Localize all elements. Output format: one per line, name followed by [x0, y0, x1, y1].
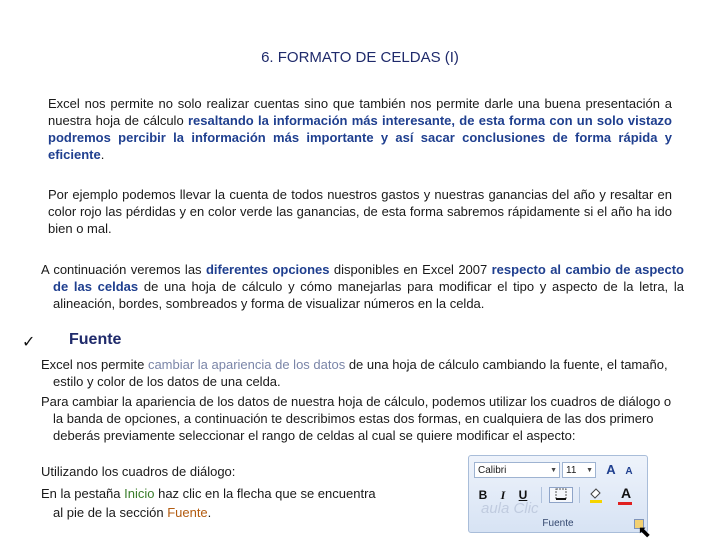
font-name-select[interactable]	[474, 462, 560, 478]
ribbon-separator	[541, 487, 542, 503]
fuente-p1-text-b: de una hoja de cálculo cambiando la fuente, el tamaño, estilo y color de los datos de una celda.	[53, 357, 668, 389]
watermark: aula Clic	[481, 500, 539, 517]
chevron-down-icon: ▼	[550, 467, 557, 474]
bold-button[interactable]: B	[478, 488, 488, 502]
intro-paragraph-1	[48, 95, 672, 163]
shrink-font-button[interactable]: A	[625, 466, 633, 477]
underline-button[interactable]: U	[518, 488, 528, 502]
fill-color-button[interactable]	[585, 487, 607, 503]
fuente-p4-text-a: En la pestaña	[41, 486, 125, 501]
grow-font-button[interactable]: A	[606, 462, 616, 477]
fuente-paragraph-3: Utilizando los cuadros de diálogo:	[41, 464, 236, 479]
fuente-p5-text-a: al pie de la sección	[53, 505, 168, 520]
intro-p3-text-c: de una hoja de cálculo y cómo manejarlas para modificar el tipo y aspecto de la letra, la alineación, bordes, sombreados y forma de visualizar números en la celda.	[53, 279, 684, 311]
font-size-value: 11	[566, 465, 577, 476]
intro-paragraph-3	[41, 261, 684, 312]
intro-p1-text: Excel nos permite no solo realizar cuentas sino que también nos permite darle una buena presentación a nuestra hoja de cálculo	[48, 96, 672, 128]
page-title: 6. FORMATO DE CELDAS (I)	[261, 49, 459, 66]
font-color-swatch	[618, 502, 632, 505]
fuente-paragraph-5	[53, 504, 453, 521]
intro-p3-highlight-aspect: respecto al cambio de aspecto de las celdas	[53, 262, 684, 294]
borders-button[interactable]	[549, 487, 573, 503]
font-color-letter: A	[620, 485, 632, 501]
checkmark-icon: ✓	[22, 334, 36, 351]
italic-button[interactable]: I	[500, 488, 506, 502]
ribbon-font-group	[468, 455, 651, 541]
fuente-paragraph-1	[41, 356, 681, 390]
section-heading-fuente: Fuente	[69, 331, 122, 348]
intro-p3-text-b: disponibles en Excel 2007	[329, 262, 492, 277]
chevron-down-icon: ▼	[586, 467, 593, 474]
fuente-p1-text-a: Excel nos permite	[41, 357, 148, 372]
fuente-p5-text-b: .	[207, 505, 212, 520]
fuente-paragraph-2: Para cambiar la apariencia de los datos de nuestra hoja de cálculo, podemos utilizar los cuadros de diálogo o la banda de opciones, a continuación te describimos estas dos formas, en cualquiera de las dos primero deberás previamente seleccionar el rango de celdas al cual se quiere modificar el aspecto:	[41, 394, 672, 443]
fuente-section-reference: Fuente	[167, 505, 208, 520]
font-name-value: Calibri	[478, 465, 507, 476]
fuente-paragraph-4	[41, 485, 461, 502]
mouse-cursor-icon: ⬉	[637, 524, 651, 541]
intro-p3-text-a: A continuación veremos las	[41, 262, 206, 277]
ribbon-group-label: Fuente	[542, 518, 574, 529]
fuente-p1-highlight: cambiar la apariencia de los datos	[147, 357, 346, 372]
intro-paragraph-2: Por ejemplo podemos llevar la cuenta de todos nuestros gastos y nuestras ganancias del año y resaltar en color rojo las pérdidas y en color verde las ganancias, de esta forma sabremos rápidamente si el año ha ido bien o mal.	[48, 187, 672, 236]
font-size-select[interactable]	[562, 462, 596, 478]
intro-p3-highlight-options: diferentes opciones	[205, 262, 330, 277]
paint-bucket-icon	[588, 487, 604, 503]
intro-p1-end: .	[100, 147, 105, 162]
borders-icon	[555, 488, 567, 500]
ribbon-separator	[579, 487, 580, 503]
fuente-p4-text-b: haz clic en la flecha que se encuentra	[154, 486, 376, 501]
font-color-button[interactable]	[615, 485, 637, 501]
inicio-tab-reference: Inicio	[124, 486, 155, 501]
intro-p1-highlight: resaltando la información más interesante, de esta forma con un solo vistazo podremos percibir la información más importante y así sacar conclusiones de forma rápida y eficiente	[48, 113, 672, 162]
